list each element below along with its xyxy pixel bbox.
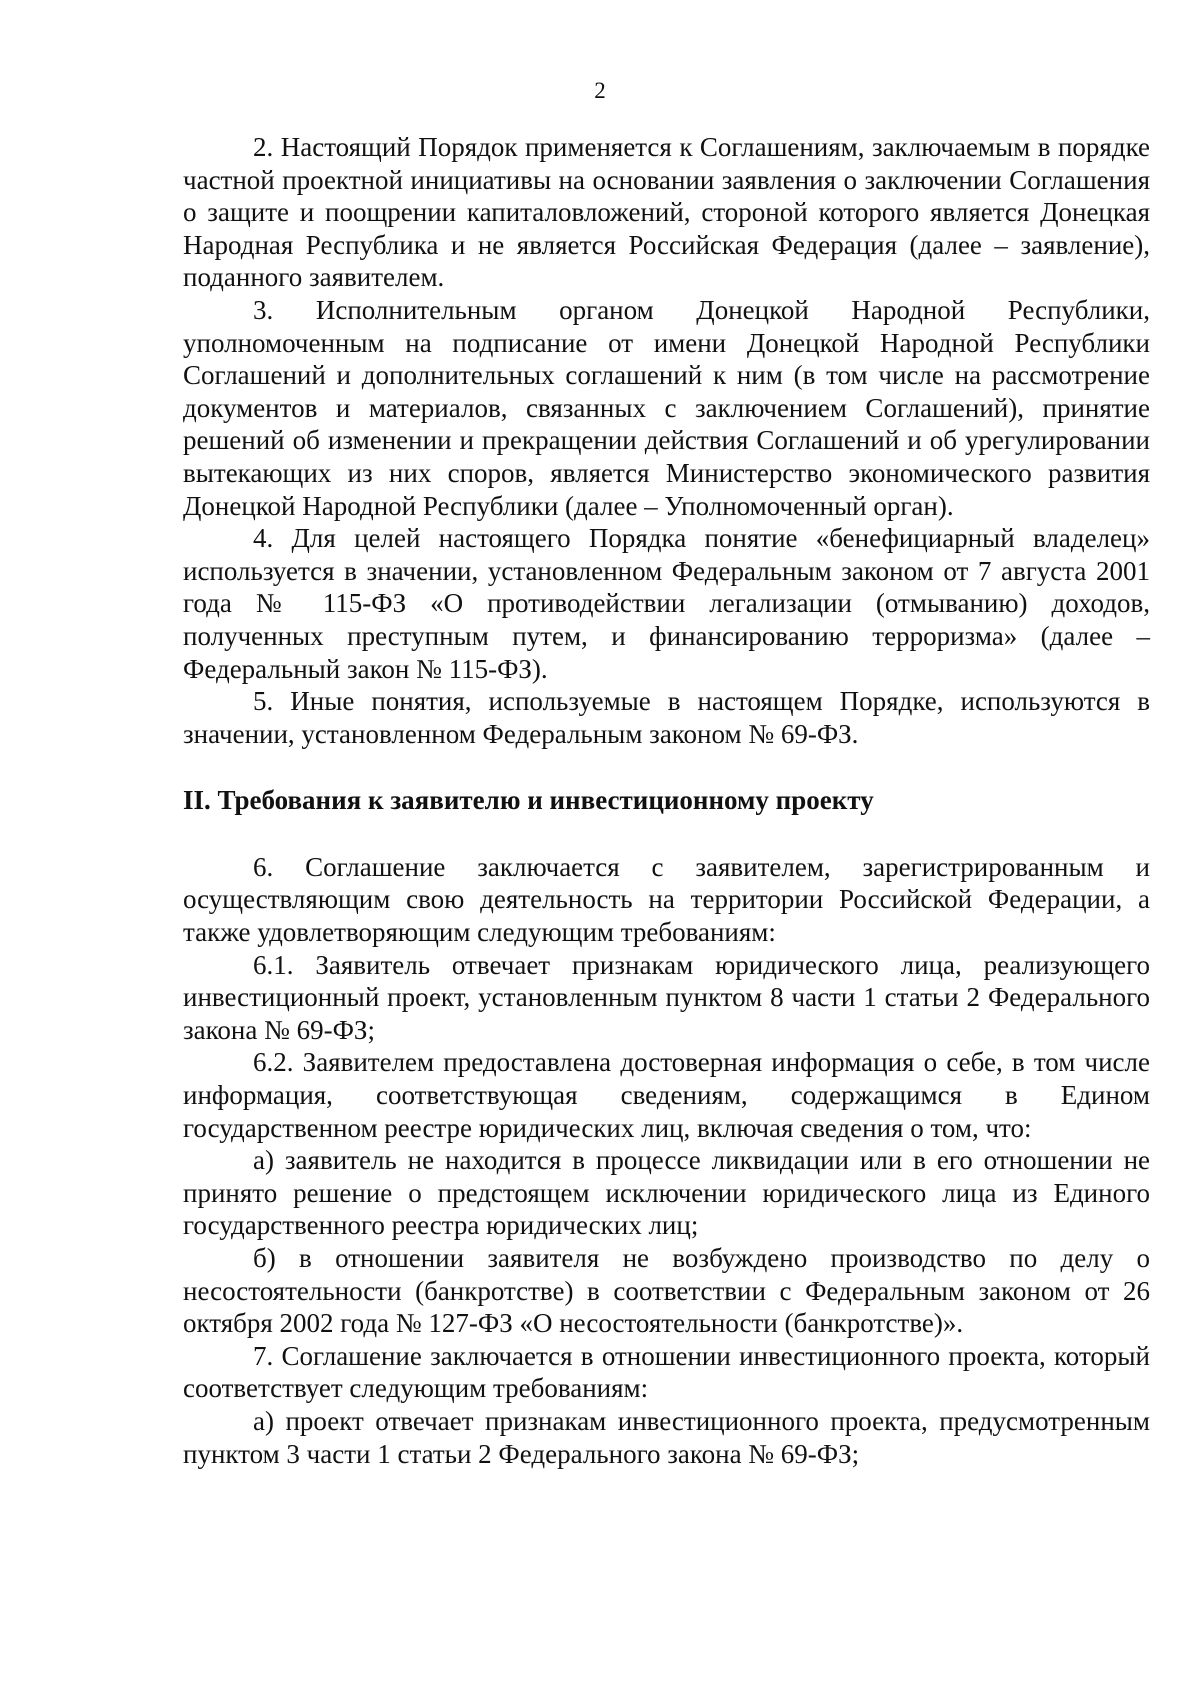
paragraph-7-a: а) проект отвечает признакам инвестиционного проекта, предусмотренным пунктом 3 части 1 статьи 2 Федерального закона № 69-ФЗ; (183, 1405, 1150, 1469)
paragraph-6-2-a: а) заявитель не находится в процессе ликвидации или в его отношении не принято решение о предстоящем исключении юридического лица из Единого государственного реестра юридических лиц; (183, 1145, 1150, 1241)
paragraph-6-2-b: б) в отношении заявителя не возбуждено производство по делу о несостоятельности (банкротстве) в соответствии с Федеральным законом от 26 октября 2002 года № 127-ФЗ «О несостоятельности (банкротстве)». (183, 1243, 1150, 1339)
page-number: 2 (594, 78, 606, 103)
paragraph-6: 6. Соглашение заключается с заявителем, зарегистрированным и осуществляющим свою деятельность на территории Российской Федерации, а также удовлетворяющим следующим требованиям: (183, 851, 1150, 948)
paragraph-6-1: 6.1. Заявитель отвечает признакам юридического лица, реализующего инвестиционный проект, установленным пунктом 8 части 1 статьи 2 Федерального закона № 69-ФЗ; (183, 949, 1150, 1045)
section-heading: II. Требования к заявителю и инвестиционному проекту (183, 785, 874, 816)
paragraph-4: 4. Для целей настоящего Порядка понятие «бенефициарный владелец» используется в значении, установленном Федеральным законом от 7 августа 2001 года № 115-ФЗ «О противодействии легализации (отмыванию) доходов, полученных преступным путем, и финансированию терроризма» (далее – Федеральный закон № 115-ФЗ). (183, 523, 1150, 684)
paragraph-7: 7. Соглашение заключается в отношении инвестиционного проекта, который соответствует следующим требованиям: (183, 1340, 1150, 1404)
paragraph-5: 5. Иные понятия, используемые в настоящем Порядке, используются в значении, установленном Федеральным законом № 69-ФЗ. (183, 686, 1150, 749)
paragraph-6-2: 6.2. Заявителем предоставлена достоверная информация о себе, в том числе информация, соответствующая сведениям, содержащимся в Едином государственном реестре юридических лиц, включая сведения о том, что: (183, 1047, 1150, 1143)
paragraph-2: 2. Настоящий Порядок применяется к Соглашениям, заключаемым в порядке частной проектной инициативы на основании заявления о заключении Соглашения о защите и поощрении капиталовложений, стороной которого является Донецкая Народная Республика и не является Российская Федерация (далее – заявление), поданного заявителем. (183, 132, 1150, 293)
document-body (183, 131, 1150, 1470)
paragraph-3: 3. Исполнительным органом Донецкой Народной Республики, уполномоченным на подписание от имени Донецкой Народной Республики Соглашений и дополнительных соглашений к ним (в том числе на рассмотрение документов и материалов, связанных с заключением Соглашений), принятие решений об изменении и прекращении действия Соглашений и об урегулировании вытекающих из них споров, является Министерство экономического развития Донецкой Народной Республики (далее – Уполномоченный орган). (183, 294, 1150, 521)
